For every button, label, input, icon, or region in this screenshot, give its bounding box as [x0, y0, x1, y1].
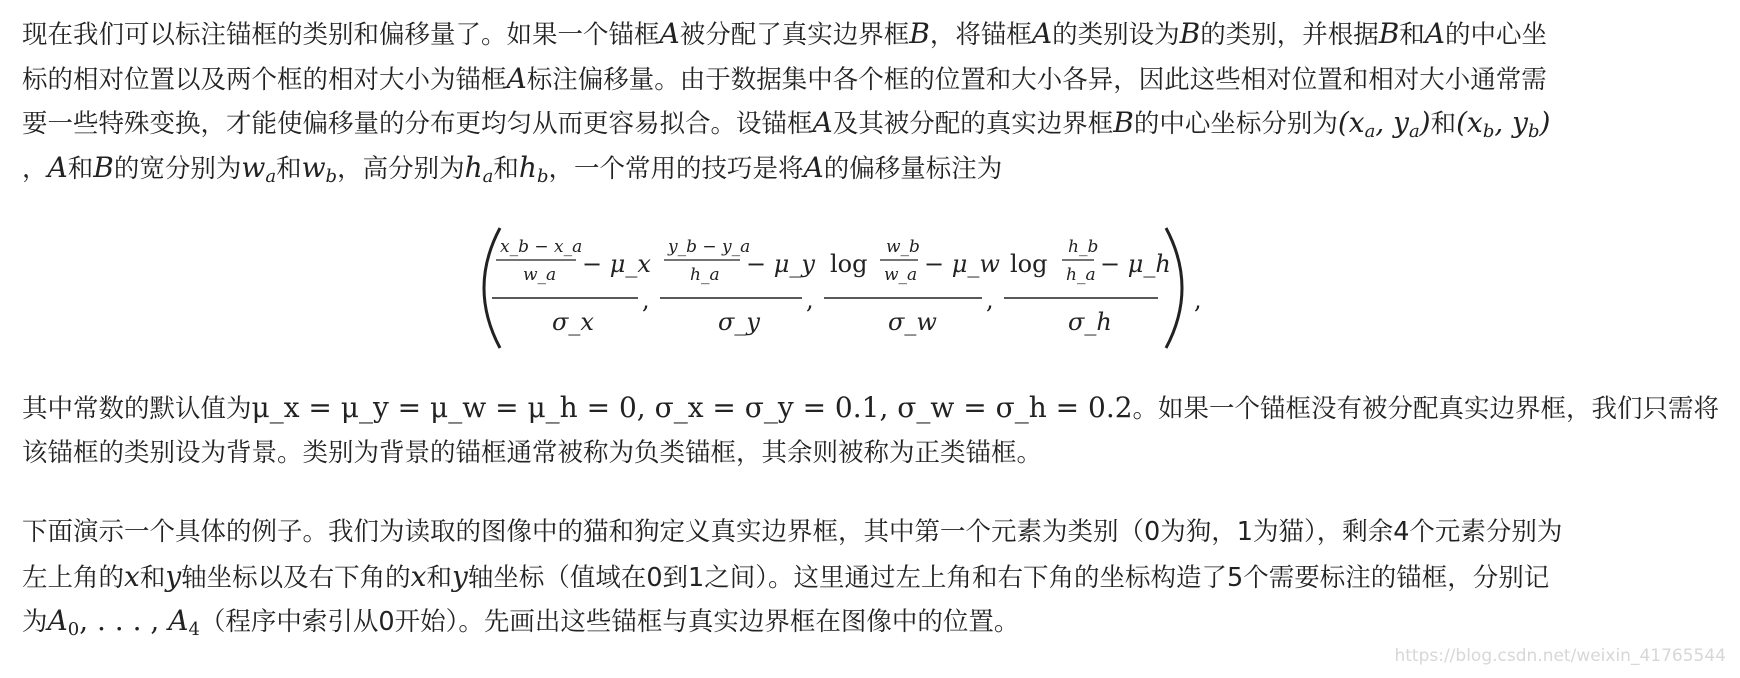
math-subscript: a	[1364, 121, 1376, 142]
text-run: 轴坐标（值域在0到1之间）。这里通过左上角和右下角的坐标构造了5个需要标注的锚框，分别记	[467, 562, 1550, 593]
comma-3: ,	[986, 286, 994, 314]
math-token: )	[1539, 106, 1551, 139]
math-token: (x	[1456, 106, 1483, 139]
math-x: x	[410, 559, 427, 593]
text-run: 的偏移量标注为	[823, 153, 1003, 184]
watermark: https://blog.csdn.net/weixin_41765544	[1394, 646, 1726, 666]
formula-svg	[478, 218, 1298, 358]
paragraph-3-line-1	[22, 510, 1722, 555]
paragraph-1-line-4	[22, 146, 1722, 191]
math-B: B	[909, 17, 930, 50]
paragraph-2-line-2	[22, 431, 1722, 476]
term2-mu: − μ_y	[746, 250, 815, 278]
math-subscript: a	[1408, 121, 1420, 142]
text-run: 的类别设为	[1052, 20, 1180, 50]
term3-log: log	[830, 250, 868, 278]
math-w-a	[241, 150, 277, 187]
text-run: 和	[139, 562, 166, 593]
math-A: A	[506, 61, 527, 95]
text-run: 和	[1399, 20, 1425, 50]
text-run: 标注偏移量。由于数据集中各个框的位置和大小各异，因此这些相对位置和相对大小通常需	[526, 64, 1547, 95]
math-token: w	[301, 150, 326, 184]
math-subscript: 0	[67, 619, 80, 640]
math-default-constants: μ_x = μ_y = μ_w = μ_h = 0, σ_x = σ_y = 0.1, σ_w = σ_h = 0.2	[251, 391, 1133, 424]
term4-log: log	[1010, 250, 1048, 278]
text-run: 及其被分配的真实边界框	[832, 109, 1114, 139]
math-token: )	[1419, 106, 1431, 139]
math-token: w	[241, 150, 266, 184]
term3-mu: − μ_w	[924, 250, 1000, 278]
text-run: 标的相对位置以及两个框的相对大小为锚框	[22, 64, 507, 95]
text-run: ，将锚框	[929, 20, 1032, 50]
text-run: 的宽分别为	[113, 153, 242, 184]
term1-sigma: σ_x	[552, 308, 594, 336]
math-A: A	[659, 17, 680, 50]
paragraph-1-line-1	[22, 12, 1722, 57]
text-run: 和	[1430, 109, 1457, 139]
math-h-a	[464, 150, 494, 187]
offset-formula	[478, 218, 1298, 358]
math-A: A	[47, 150, 68, 184]
text-run: ，	[22, 153, 48, 184]
text-run: 的中心坐标分别为	[1133, 109, 1338, 139]
text-run: 该锚框的类别设为背景。类别为背景的锚框通常被称为负类锚框，其余则被称为正类锚框。	[22, 437, 1043, 468]
math-x: x	[124, 559, 140, 593]
math-subscript: a	[265, 165, 277, 187]
text-run: 要一些特殊变换，才能使偏移量的分布更均匀从而更容易拟合。设锚框	[22, 109, 813, 139]
term1-inner-denominator: w_a	[523, 265, 557, 285]
paragraph-1	[22, 12, 1722, 190]
term4-sigma: σ_h	[1068, 308, 1112, 336]
right-paren	[1166, 228, 1182, 348]
text-run: 其中常数的默认值为	[22, 394, 252, 424]
math-token: , y	[1494, 106, 1528, 139]
term4-mu: − μ_h	[1100, 250, 1171, 278]
math-token: A	[47, 604, 68, 637]
math-anchor-range	[47, 604, 200, 640]
math-center-b	[1456, 106, 1551, 142]
text-run: ，高分别为	[337, 153, 465, 184]
math-subscript: b	[536, 165, 549, 187]
paragraph-2	[22, 386, 1722, 475]
math-A: A	[1424, 17, 1446, 50]
paragraph-1-line-2	[22, 57, 1722, 102]
math-y: y	[165, 559, 182, 593]
math-A: A	[803, 150, 824, 184]
text-run: 下面演示一个具体的例子。我们为读取的图像中的猫和狗定义真实边界框，其中第一个元素为类别（0为狗，1为猫），剩余4个元素分别为	[22, 517, 1563, 547]
math-token: h	[464, 150, 483, 184]
term1-mu: − μ_x	[582, 250, 651, 278]
math-B: B	[93, 150, 114, 184]
term2-inner-numerator: y_b − y_a	[668, 237, 751, 257]
math-token: , . . . ,	[79, 604, 169, 637]
text-run: 的类别，并根据	[1200, 20, 1379, 50]
text-run: 和	[493, 153, 519, 184]
text-run: 现在我们可以标注锚框的类别和偏移量了。如果一个锚框	[22, 20, 660, 50]
math-subscript: b	[1528, 121, 1540, 142]
text-run: 和	[67, 153, 94, 184]
text-run: 轴坐标以及右下角的	[181, 562, 411, 593]
text-run: 和	[276, 153, 302, 184]
math-B: B	[1179, 17, 1201, 50]
term4-inner-numerator: h_b	[1068, 237, 1099, 257]
left-paren	[484, 228, 500, 348]
comma-2: ,	[806, 286, 814, 314]
term2-inner-denominator: h_a	[690, 265, 720, 285]
text-run: 为	[22, 607, 48, 637]
text-run: ，一个常用的技巧是将	[548, 153, 804, 184]
term3-inner-denominator: w_a	[884, 265, 918, 285]
math-A: A	[1031, 17, 1053, 50]
math-subscript: a	[482, 165, 494, 187]
math-subscript: b	[325, 165, 338, 187]
text-run: 。如果一个锚框没有被分配真实边界框，我们只需将	[1132, 394, 1720, 424]
comma-end: ,	[1194, 286, 1202, 314]
paragraph-3-line-2	[22, 555, 1722, 600]
text-run: 左上角的	[22, 562, 125, 593]
math-B: B	[1113, 106, 1134, 139]
math-w-b	[301, 150, 338, 187]
term4-inner-denominator: h_a	[1066, 265, 1096, 285]
paragraph-2-line-1	[22, 386, 1722, 431]
math-y: y	[451, 559, 468, 593]
math-center-a	[1337, 106, 1431, 142]
math-token: , y	[1375, 106, 1409, 139]
paragraph-3-line-3	[22, 599, 1722, 644]
term1-inner-numerator: x_b − x_a	[500, 237, 583, 257]
text-run: 和	[426, 562, 452, 593]
math-token: A	[168, 604, 189, 637]
math-A: A	[812, 106, 833, 139]
paragraph-1-line-3	[22, 101, 1722, 146]
comma-1: ,	[642, 286, 650, 314]
math-token: (x	[1337, 106, 1365, 139]
term2-sigma: σ_y	[718, 308, 760, 336]
math-token: h	[518, 150, 537, 184]
text-run: （程序中索引从0开始）。先画出这些锚框与真实边界框在图像中的位置。	[199, 607, 1020, 637]
math-subscript: b	[1482, 121, 1495, 142]
math-h-b	[518, 150, 549, 187]
math-subscript: 4	[188, 619, 200, 640]
text-run: 的中心坐	[1445, 20, 1548, 50]
term3-inner-numerator: w_b	[886, 237, 920, 257]
term3-sigma: σ_w	[888, 308, 937, 336]
text-run: 被分配了真实边界框	[679, 20, 910, 50]
math-B: B	[1378, 17, 1400, 50]
paragraph-3	[22, 510, 1722, 644]
